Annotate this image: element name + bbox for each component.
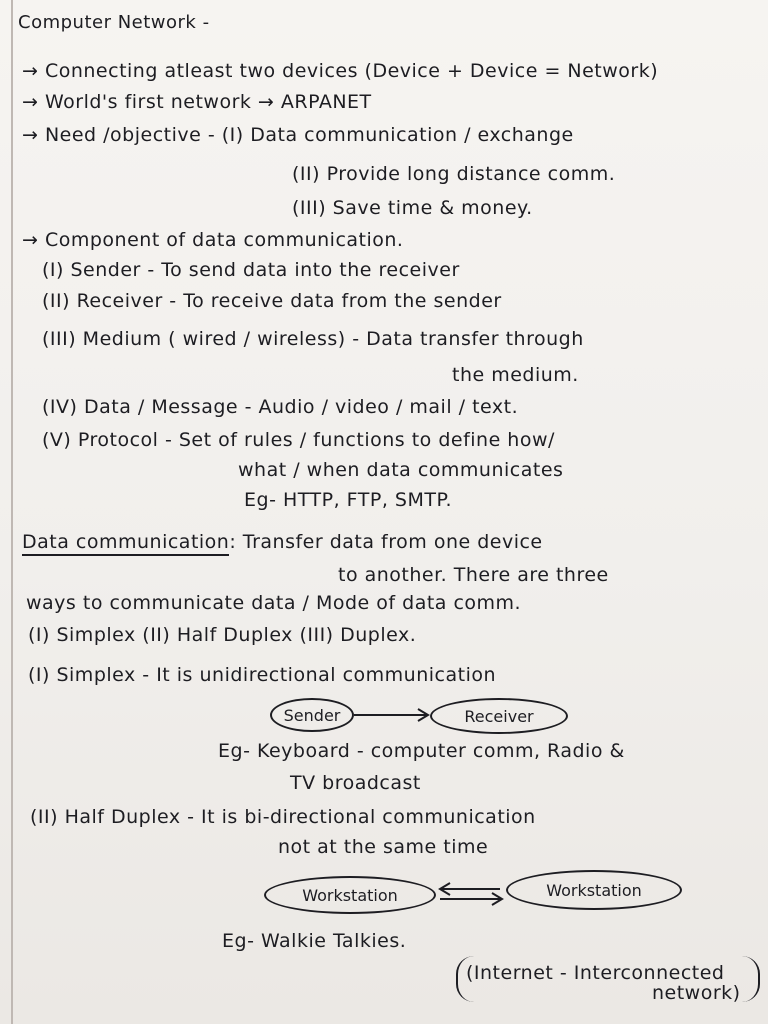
note-line-12: (V) Protocol - Set of rules / functions to define how/ bbox=[42, 429, 555, 451]
note-line-16: to another. There are three bbox=[338, 564, 609, 586]
workstation-oval-right: Workstation bbox=[506, 870, 682, 910]
receiver-oval: Receiver bbox=[430, 698, 568, 734]
note-line-13: what / when data communicates bbox=[238, 459, 564, 481]
workstation-oval-left: Workstation bbox=[264, 876, 436, 914]
note-line-20: Eg- Keyboard - computer comm, Radio & bbox=[218, 740, 625, 762]
page-heading: Computer Network - bbox=[18, 12, 210, 33]
note-line-22: (II) Half Duplex - It is bi-directional communication bbox=[30, 806, 536, 828]
note-line-11: (IV) Data / Message - Audio / video / mail / text. bbox=[42, 396, 519, 418]
note-line-2: → World's first network → ARPANET bbox=[22, 91, 372, 113]
data-communication-definition: : Transfer data from one device bbox=[229, 531, 543, 553]
note-line-23: not at the same time bbox=[278, 836, 489, 858]
sender-oval: Sender bbox=[270, 698, 354, 732]
note-line-7: (I) Sender - To send data into the receiver bbox=[42, 259, 460, 281]
note-line-3: → Need /objective - (I) Data communication / exchange bbox=[22, 124, 574, 146]
note-line-17: ways to communicate data / Mode of data comm. bbox=[26, 592, 522, 614]
note-line-19: (I) Simplex - It is unidirectional communication bbox=[28, 664, 497, 686]
note-line-5: (III) Save time & money. bbox=[292, 197, 533, 219]
note-line-6: → Component of data communication. bbox=[22, 229, 404, 251]
note-line-1: → Connecting atleast two devices (Device + Device = Network) bbox=[22, 60, 659, 82]
note-line-21: TV broadcast bbox=[290, 772, 421, 794]
data-communication-term: Data communication bbox=[22, 531, 229, 556]
note-line-24: Eg- Walkie Talkies. bbox=[222, 930, 407, 952]
note-line-8: (II) Receiver - To receive data from the sender bbox=[42, 290, 502, 312]
note-line-10: the medium. bbox=[452, 364, 579, 386]
note-line-9: (III) Medium ( wired / wireless) - Data transfer through bbox=[42, 328, 584, 350]
note-line-25: (Internet - Interconnected bbox=[466, 962, 725, 984]
note-line-14: Eg- HTTP, FTP, SMTP. bbox=[244, 489, 452, 511]
note-line-4: (II) Provide long distance comm. bbox=[292, 163, 616, 185]
note-line-26: network) bbox=[652, 982, 741, 1004]
note-line-18: (I) Simplex (II) Half Duplex (III) Duplex. bbox=[28, 624, 417, 646]
